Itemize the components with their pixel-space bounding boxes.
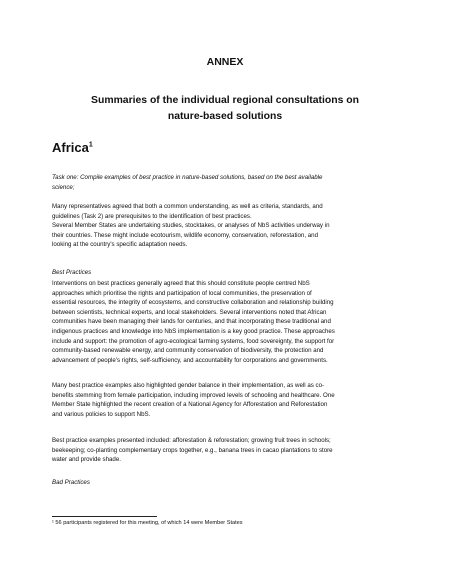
text-line: communities have been managing their lands for centuries, and that incorporating these traditional and bbox=[52, 318, 331, 326]
bad-practices-heading: Bad Practices bbox=[52, 479, 90, 486]
annex-heading: ANNEX bbox=[206, 56, 244, 68]
text-line: Many representatives agreed that both a common understanding, as well as criteria, standards, and bbox=[52, 203, 323, 210]
text-line: beekeeping; co-planting complementary crops together, e.g., banana trees in cacao plantations to store bbox=[52, 446, 333, 454]
section-heading-text: Africa bbox=[52, 140, 89, 155]
title-line-1: Summaries of the individual regional consultations on bbox=[91, 95, 359, 106]
text-line: looking at the country's specific adaptation needs. bbox=[52, 241, 188, 249]
text-line: science; bbox=[52, 183, 75, 191]
best-practices-paragraph bbox=[52, 279, 402, 365]
best-practices-heading: Best Practices bbox=[52, 269, 92, 276]
footnote: ¹ 56 participants registered for this meeting, of which 14 were Member States bbox=[52, 520, 243, 526]
text-line: advancement of people's rights, self-sufficiency, and accountability for corporations and governments. bbox=[52, 356, 328, 364]
text-line: indigenous practices and knowledge into NbS implementation is a key good practice. These approaches bbox=[52, 327, 335, 335]
text-line: their countries. These might include ecotourism, wildlife economy, conservation, reforestation, and bbox=[52, 231, 318, 239]
text-line: Interventions on best practices generally agreed that this should constitute people centred NbS bbox=[52, 280, 310, 287]
section-heading-africa bbox=[52, 140, 93, 155]
text-line: Task one: Compile examples of best practice in nature-based solutions, based on the best available bbox=[52, 174, 323, 181]
text-line: Best practice examples presented included: afforestation & reforestation; growing fruit trees in schools; bbox=[52, 437, 331, 444]
text-line: Member State highlighted the recent creation of a National Agency for Afforestation and Reforestation bbox=[52, 401, 328, 409]
text-line: Several Member States are undertaking studies, stocktakes, or analyses of NbS activities underway in bbox=[52, 222, 330, 230]
text-line: Many best practice examples also highlighted gender balance in their implementation, as well as co- bbox=[52, 382, 325, 389]
footnote-divider bbox=[52, 516, 157, 517]
text-line: between scientists, technical experts, and local stakeholders. Several interventions noted that African bbox=[52, 308, 327, 316]
title-line-2: nature-based solutions bbox=[167, 111, 283, 122]
text-line: and various policies to support NbS. bbox=[52, 410, 151, 418]
task-paragraph bbox=[52, 173, 402, 192]
text-line: community-based renewable energy, and community conservation of biodiversity, the protection and bbox=[52, 347, 324, 355]
text-line: include and support: the promotion of agro-ecological farming systems, food sovereignty, the support for bbox=[52, 337, 335, 345]
examples-paragraph bbox=[52, 436, 402, 465]
text-line: water and provide shade. bbox=[52, 456, 121, 464]
document-title bbox=[40, 93, 410, 125]
text-line: essential resources, the integrity of ecosystems, and constructive collaboration and relationship building bbox=[52, 299, 334, 307]
text-line: benefits stemming from female participation, including improved levels of schooling and healthcare. One bbox=[52, 391, 335, 399]
intro-paragraph bbox=[52, 202, 402, 250]
gender-paragraph bbox=[52, 381, 402, 419]
text-line: guidelines (Task 2) are prerequisites to the identification of best practices. bbox=[52, 212, 252, 220]
footnote-marker[interactable]: 1 bbox=[88, 141, 93, 149]
text-line: approaches which prioritise the rights and participation of local communities, the preservation of bbox=[52, 289, 312, 297]
